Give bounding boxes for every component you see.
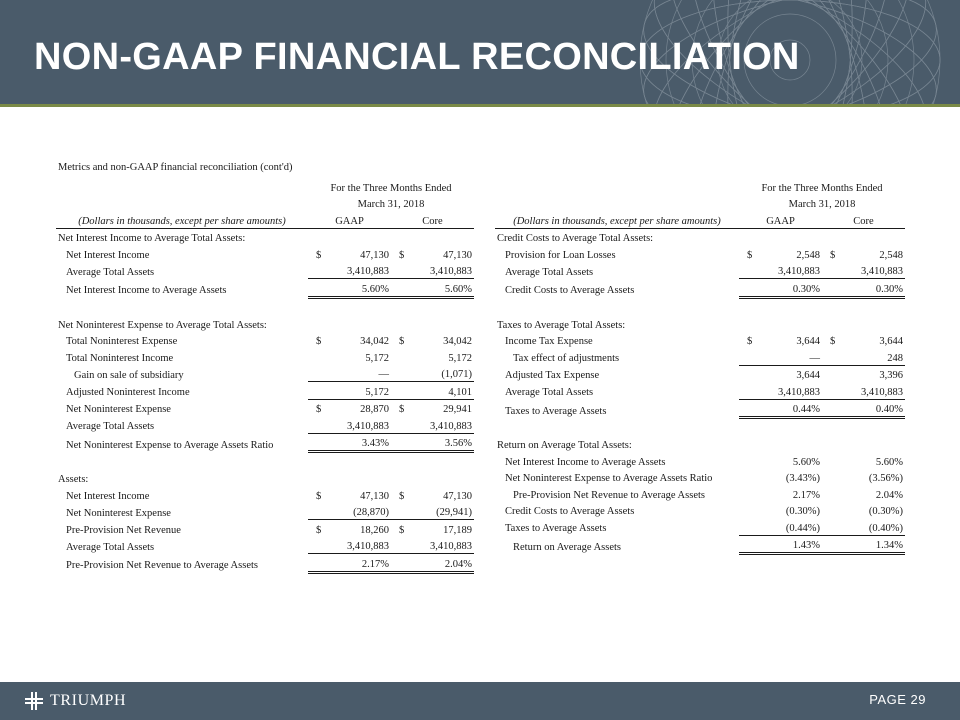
table-row xyxy=(495,469,905,486)
gaap-value-cell xyxy=(739,348,822,365)
core-value: 2,548 xyxy=(879,249,903,261)
row-label: Average Total Assets xyxy=(505,266,594,278)
section-heading-row xyxy=(56,470,474,487)
core-value-cell xyxy=(822,365,905,382)
period-heading-line1: For the Three Months Ended xyxy=(761,182,883,194)
core-value: (0.40%) xyxy=(868,522,903,534)
core-value: 3,410,883 xyxy=(430,266,472,277)
currency-symbol: $ xyxy=(316,336,322,347)
gaap-value-cell xyxy=(739,262,822,279)
gaap-value-cell xyxy=(308,433,391,452)
core-value: (3.56%) xyxy=(868,473,903,484)
currency-symbol: $ xyxy=(399,490,405,502)
core-value-cell xyxy=(391,503,474,520)
gaap-value: 3,410,883 xyxy=(347,266,389,277)
table-row xyxy=(56,245,474,262)
section-heading-row xyxy=(495,436,905,453)
core-value-cell xyxy=(822,452,905,469)
row-label: Adjusted Tax Expense xyxy=(505,370,600,381)
gaap-value: 1.43% xyxy=(792,540,820,551)
row-label: Average Total Assets xyxy=(66,266,155,278)
table-row xyxy=(56,348,474,365)
gaap-value: 2.17% xyxy=(792,489,820,501)
core-value: 47,130 xyxy=(443,490,472,502)
gaap-value-cell xyxy=(308,537,391,554)
spacer-row xyxy=(56,297,474,315)
row-label: Pre-Provision Net Revenue xyxy=(66,524,181,536)
gaap-value-cell xyxy=(308,365,391,382)
core-value: 1.34% xyxy=(875,540,903,551)
row-label: Pre-Provision Net Revenue to Average Assets xyxy=(66,560,258,571)
core-value: (29,941) xyxy=(436,507,472,518)
company-logo xyxy=(24,690,126,712)
cross-logo-icon xyxy=(24,691,44,711)
currency-symbol: $ xyxy=(316,249,322,261)
gaap-value-cell xyxy=(739,399,822,418)
table-row xyxy=(56,365,474,382)
gaap-value: 47,130 xyxy=(360,490,389,502)
currency-symbol: $ xyxy=(316,524,322,536)
table-row xyxy=(495,502,905,519)
row-label: Net Interest Income to Average Assets xyxy=(66,285,227,296)
gaap-value-cell xyxy=(739,382,822,399)
core-value-cell xyxy=(822,348,905,365)
core-value-cell xyxy=(391,486,474,503)
page-title: NON-GAAP FINANCIAL RECONCILIATION xyxy=(34,36,800,78)
row-label: Credit Costs to Average Assets xyxy=(505,285,635,296)
core-value: 248 xyxy=(887,352,903,364)
table-row xyxy=(56,382,474,400)
row-label: Net Noninterest Expense xyxy=(66,507,171,519)
table-row xyxy=(495,279,905,298)
header-accent-rule xyxy=(0,104,960,107)
core-value-cell xyxy=(391,416,474,433)
section-heading-row xyxy=(495,315,905,332)
core-value: 3,410,883 xyxy=(861,386,903,398)
table-row xyxy=(56,332,474,349)
gaap-value: 2.17% xyxy=(361,558,389,570)
core-value-cell xyxy=(391,382,474,400)
core-value: 3,644 xyxy=(879,336,903,347)
gaap-value-cell xyxy=(308,262,391,279)
gaap-value: 28,870 xyxy=(360,404,389,415)
gaap-value: 5,172 xyxy=(365,386,389,398)
core-value: 3.56% xyxy=(444,438,472,449)
table-row xyxy=(495,535,905,554)
row-label: Average Total Assets xyxy=(66,421,155,432)
row-label: Taxes to Average Assets xyxy=(505,523,607,534)
table-row xyxy=(56,399,474,416)
column-header-core: Core xyxy=(391,211,474,228)
row-label: Net Noninterest Expense to Average Assets Ratio xyxy=(66,439,274,451)
section-heading-row xyxy=(56,228,474,245)
table-row xyxy=(495,399,905,418)
table-row xyxy=(495,365,905,382)
core-value: 47,130 xyxy=(443,249,472,261)
core-value-cell xyxy=(822,332,905,349)
gaap-value: 2,548 xyxy=(796,249,820,261)
table-row xyxy=(495,485,905,502)
gaap-value-cell xyxy=(739,332,822,349)
gaap-value-cell xyxy=(739,452,822,469)
core-value-cell xyxy=(391,332,474,349)
section-heading: Return on Average Total Assets: xyxy=(497,440,632,451)
row-label: Provision for Loan Losses xyxy=(505,249,616,261)
core-value: 3,396 xyxy=(879,370,903,381)
currency-symbol: $ xyxy=(316,404,322,415)
section-heading: Taxes to Average Total Assets: xyxy=(497,319,626,331)
spacer-row xyxy=(495,418,905,436)
gaap-value: 5.60% xyxy=(792,456,820,468)
gaap-value-cell xyxy=(308,382,391,400)
row-label: Pre-Provision Net Revenue to Average Assets xyxy=(513,489,705,501)
core-value: 2.04% xyxy=(444,558,472,570)
gaap-value: 34,042 xyxy=(360,336,389,347)
core-value-cell xyxy=(391,554,474,573)
gaap-value-cell xyxy=(308,486,391,503)
section-heading-row xyxy=(56,315,474,332)
gaap-value: 5.60% xyxy=(361,283,389,295)
table-row xyxy=(56,537,474,554)
core-value-cell xyxy=(391,279,474,298)
core-value: 34,042 xyxy=(443,336,472,347)
table-row xyxy=(56,554,474,573)
section-heading: Credit Costs to Average Total Assets: xyxy=(497,233,654,244)
row-label: Net Interest Income xyxy=(66,490,150,502)
table-row xyxy=(495,262,905,279)
gaap-value-cell xyxy=(739,518,822,535)
gaap-value-cell xyxy=(308,520,391,537)
gaap-value-cell xyxy=(308,416,391,433)
core-value: 4,101 xyxy=(448,386,472,398)
row-label: Taxes to Average Assets xyxy=(505,405,607,417)
gaap-value: 5,172 xyxy=(365,352,389,364)
units-note: (Dollars in thousands, except per share amounts) xyxy=(495,211,739,228)
core-value-cell xyxy=(391,537,474,554)
table-row xyxy=(495,348,905,365)
core-value-cell xyxy=(391,399,474,416)
table-row xyxy=(495,245,905,262)
gaap-value: — xyxy=(378,369,389,380)
row-label: Tax effect of adjustments xyxy=(513,353,620,364)
gaap-value: 18,260 xyxy=(360,524,389,536)
table-row xyxy=(56,433,474,452)
row-label: Income Tax Expense xyxy=(505,336,593,347)
column-header-gaap: GAAP xyxy=(308,211,391,228)
row-label: Total Noninterest Expense xyxy=(66,336,178,347)
currency-symbol: $ xyxy=(830,336,836,347)
core-value-cell xyxy=(822,518,905,535)
core-value-cell xyxy=(822,469,905,486)
section-subtitle: Metrics and non-GAAP financial reconciliation (cont'd) xyxy=(58,162,293,173)
row-label: Gain on sale of subsidiary xyxy=(74,369,184,381)
gaap-value: (0.30%) xyxy=(785,506,820,517)
core-value-cell xyxy=(822,399,905,418)
currency-symbol: $ xyxy=(399,524,405,536)
table-row xyxy=(56,520,474,537)
gaap-value-cell xyxy=(739,245,822,262)
table-row xyxy=(495,382,905,399)
gaap-value: 3,644 xyxy=(796,336,820,347)
gaap-value-cell xyxy=(739,469,822,486)
gaap-value-cell xyxy=(739,535,822,554)
gaap-value: 0.44% xyxy=(792,404,820,415)
core-value: 17,189 xyxy=(443,524,472,536)
logo-wordmark: TRIUMPH xyxy=(50,692,127,709)
gaap-value-cell xyxy=(308,279,391,298)
table-row xyxy=(56,486,474,503)
gaap-value: (3.43%) xyxy=(785,473,820,484)
spacer-row xyxy=(56,452,474,470)
row-label: Total Noninterest Income xyxy=(66,352,174,364)
gaap-value: 3,644 xyxy=(796,370,820,381)
gaap-value: 0.30% xyxy=(792,283,820,295)
gaap-value: 3,410,883 xyxy=(778,266,820,277)
core-value: 2.04% xyxy=(875,489,903,501)
gaap-value-cell xyxy=(308,554,391,573)
gaap-value: 3,410,883 xyxy=(347,420,389,432)
gaap-value-cell xyxy=(308,332,391,349)
core-value-cell xyxy=(822,262,905,279)
row-label: Return on Average Assets xyxy=(513,541,621,553)
core-value-cell xyxy=(391,262,474,279)
gaap-value-cell xyxy=(739,502,822,519)
column-header-gaap: GAAP xyxy=(739,211,822,228)
gaap-value-cell xyxy=(739,365,822,382)
gaap-value: 47,130 xyxy=(360,249,389,261)
gaap-value: 3.43% xyxy=(361,438,389,449)
core-value: 0.40% xyxy=(875,404,903,415)
gaap-value: 3,410,883 xyxy=(347,541,389,552)
currency-symbol: $ xyxy=(316,490,322,502)
left-reconciliation-table xyxy=(56,178,474,574)
core-value-cell xyxy=(822,245,905,262)
gaap-value: 3,410,883 xyxy=(778,386,820,398)
gaap-value: (28,870) xyxy=(353,507,389,518)
spacer-row xyxy=(495,297,905,315)
table-row xyxy=(495,332,905,349)
core-value-cell xyxy=(391,348,474,365)
gaap-value-cell xyxy=(739,279,822,298)
section-heading: Assets: xyxy=(58,474,89,485)
gaap-value-cell xyxy=(308,245,391,262)
right-reconciliation-table xyxy=(495,178,905,555)
row-label: Adjusted Noninterest Income xyxy=(66,387,190,398)
core-value-cell xyxy=(822,485,905,502)
core-value-cell xyxy=(822,535,905,554)
table-row xyxy=(495,452,905,469)
currency-symbol: $ xyxy=(399,404,405,415)
footer-bar xyxy=(0,682,960,720)
period-heading-line2: March 31, 2018 xyxy=(357,199,425,210)
core-value: 5.60% xyxy=(444,283,472,295)
section-heading: Net Interest Income to Average Total Assets: xyxy=(58,233,246,244)
core-value: 5,172 xyxy=(448,352,472,364)
core-value-cell xyxy=(391,245,474,262)
core-value-cell xyxy=(822,382,905,399)
currency-symbol: $ xyxy=(747,249,753,261)
currency-symbol: $ xyxy=(747,336,753,347)
table-row xyxy=(56,503,474,520)
currency-symbol: $ xyxy=(399,336,405,347)
core-value-cell xyxy=(391,365,474,382)
core-value: 3,410,883 xyxy=(430,541,472,552)
section-heading: Net Noninterest Expense to Average Total Assets: xyxy=(58,319,267,331)
core-value-cell xyxy=(391,520,474,537)
column-header-core: Core xyxy=(822,211,905,228)
core-value: (0.30%) xyxy=(868,506,903,517)
core-value: 0.30% xyxy=(875,283,903,295)
core-value: 29,941 xyxy=(443,404,472,415)
gaap-value-cell xyxy=(308,399,391,416)
units-note: (Dollars in thousands, except per share amounts) xyxy=(56,211,308,228)
table-row xyxy=(495,518,905,535)
row-label: Net Interest Income to Average Assets xyxy=(505,456,666,468)
gaap-value: (0.44%) xyxy=(785,522,820,534)
core-value-cell xyxy=(391,433,474,452)
core-value: (1,071) xyxy=(441,369,472,380)
header-banner xyxy=(0,0,960,104)
period-heading-line2: March 31, 2018 xyxy=(788,199,856,210)
row-label: Net Noninterest Expense xyxy=(66,404,171,415)
gaap-value: — xyxy=(809,352,820,364)
period-heading-line1: For the Three Months Ended xyxy=(330,182,452,194)
currency-symbol: $ xyxy=(399,249,405,261)
core-value-cell xyxy=(822,502,905,519)
gaap-value-cell xyxy=(739,485,822,502)
row-label: Net Noninterest Expense to Average Assets Ratio xyxy=(505,473,713,484)
core-value: 3,410,883 xyxy=(861,266,903,277)
table-row xyxy=(56,262,474,279)
core-value-cell xyxy=(822,279,905,298)
core-value: 5.60% xyxy=(875,456,903,468)
page-number: PAGE 29 xyxy=(869,692,926,707)
row-label: Average Total Assets xyxy=(505,387,594,398)
core-value: 3,410,883 xyxy=(430,420,472,432)
gaap-value-cell xyxy=(308,503,391,520)
gaap-value-cell xyxy=(308,348,391,365)
table-row xyxy=(56,416,474,433)
row-label: Net Interest Income xyxy=(66,249,150,261)
row-label: Credit Costs to Average Assets xyxy=(505,506,635,517)
row-label: Average Total Assets xyxy=(66,541,155,553)
currency-symbol: $ xyxy=(830,249,836,261)
section-heading-row xyxy=(495,228,905,245)
table-row xyxy=(56,279,474,298)
